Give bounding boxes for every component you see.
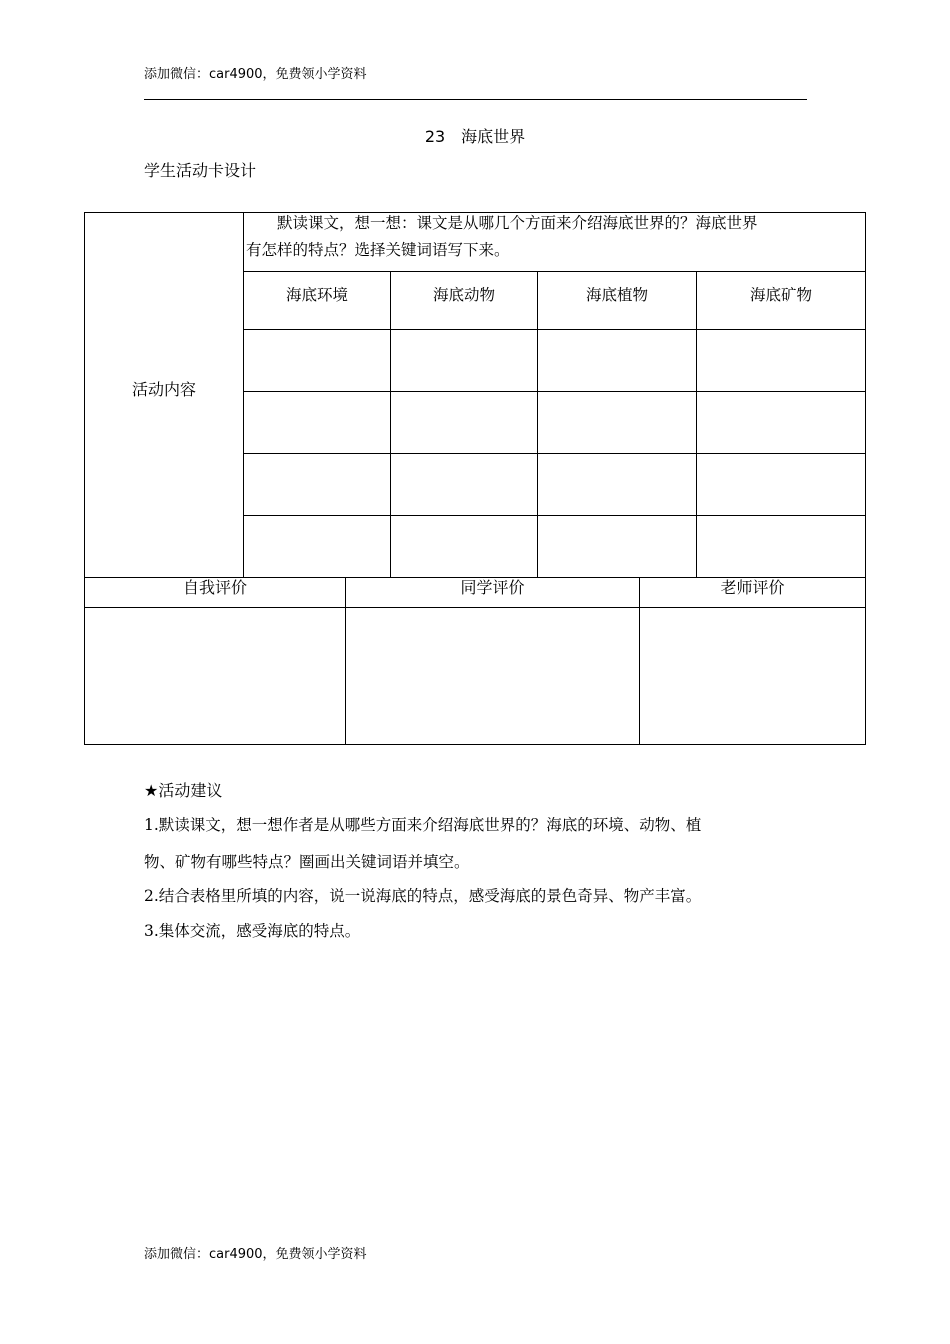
fill-in-cell[interactable] xyxy=(538,392,696,453)
suggestion-line: 物、矿物有哪些特点？圈画出关键词语并填空。 xyxy=(144,853,470,871)
fill-in-cell[interactable] xyxy=(697,454,865,515)
instruction-line-2: 有怎样的特点？选择关键词语写下来。 xyxy=(246,241,510,259)
fill-in-cell[interactable] xyxy=(244,454,390,515)
fill-in-cell[interactable] xyxy=(391,516,537,577)
teacher-evaluation-header: 老师评价 xyxy=(720,578,785,597)
suggestion-line: 3.集体交流，感受海底的特点。 xyxy=(144,922,361,940)
activity-content-label: 活动内容 xyxy=(131,380,196,399)
column-header-animals: 海底动物 xyxy=(432,286,495,304)
suggestion-line: 1.默读课文，想一想作者是从哪些方面来介绍海底世界的？海底的环境、动物、植 xyxy=(144,816,702,834)
activity-instruction xyxy=(246,210,864,264)
fill-in-cell[interactable] xyxy=(244,330,390,391)
page-footer-text: 添加微信：car4900，免费领小学资料 xyxy=(144,1247,367,1262)
peer-evaluation-cell[interactable] xyxy=(346,608,639,744)
lesson-number: 23 xyxy=(424,127,446,146)
column-header-plants: 海底植物 xyxy=(585,286,648,304)
suggestion-line: 2.结合表格里所填的内容，说一说海底的特点，感受海底的景色奇异、物产丰富。 xyxy=(144,887,702,905)
suggestions-title: ★活动建议 xyxy=(144,781,223,800)
fill-in-cell[interactable] xyxy=(244,392,390,453)
fill-in-cell[interactable] xyxy=(697,392,865,453)
fill-in-cell[interactable] xyxy=(697,330,865,391)
fill-in-cell[interactable] xyxy=(244,516,390,577)
fill-in-cell[interactable] xyxy=(697,516,865,577)
self-evaluation-cell[interactable] xyxy=(85,608,345,744)
fill-in-cell[interactable] xyxy=(391,330,537,391)
fill-in-cell[interactable] xyxy=(538,330,696,391)
fill-in-cell[interactable] xyxy=(391,454,537,515)
lesson-name: 海底世界 xyxy=(461,127,526,146)
fill-in-cell[interactable] xyxy=(391,392,537,453)
peer-evaluation-header: 同学评价 xyxy=(460,578,525,597)
column-header-minerals: 海底矿物 xyxy=(749,286,812,304)
column-header-environment: 海底环境 xyxy=(285,286,348,304)
instruction-line-1: 默读课文，想一想：课文是从哪几个方面来介绍海底世界的？海底世界 xyxy=(277,214,758,232)
self-evaluation-header: 自我评价 xyxy=(182,578,247,597)
page-header-text: 添加微信：car4900，免费领小学资料 xyxy=(144,67,367,82)
teacher-evaluation-cell[interactable] xyxy=(640,608,865,744)
section-subtitle: 学生活动卡设计 xyxy=(144,161,257,180)
fill-in-cell[interactable] xyxy=(538,454,696,515)
fill-in-cell[interactable] xyxy=(538,516,696,577)
